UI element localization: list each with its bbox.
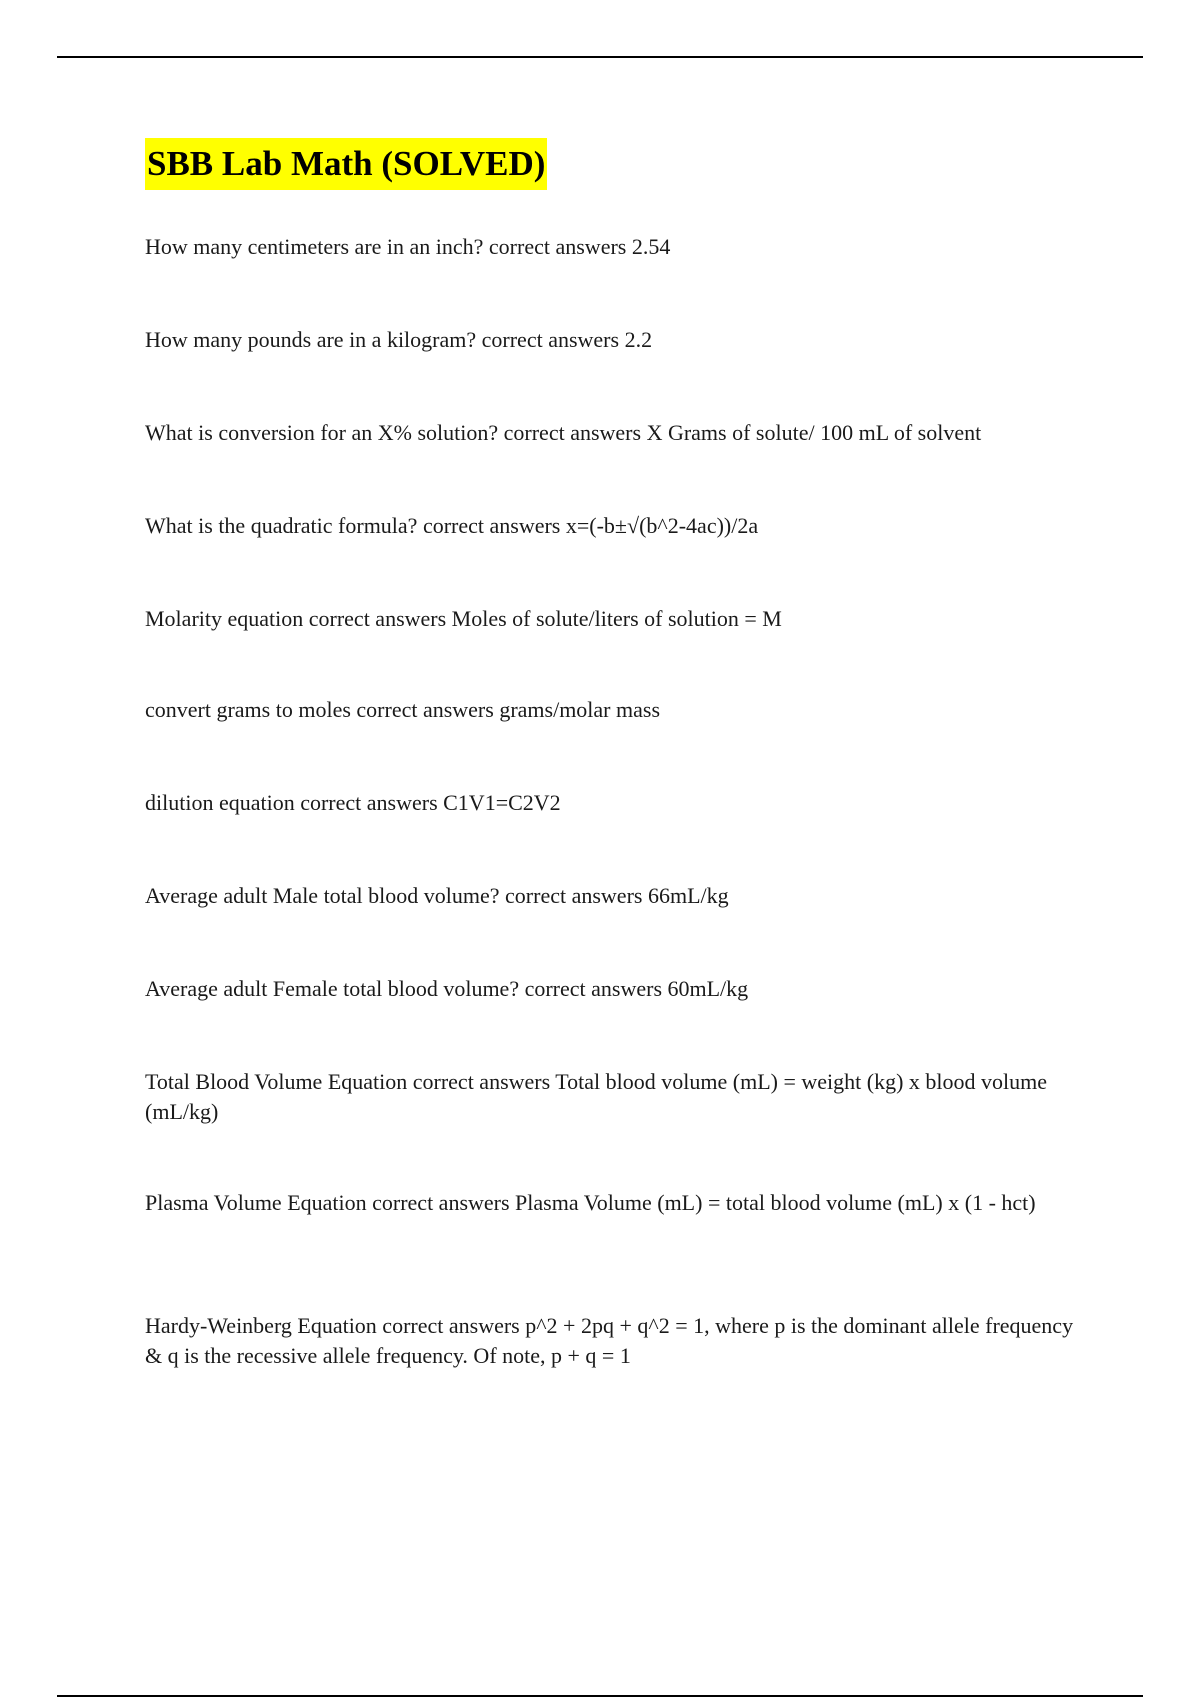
qa-item: Average adult Male total blood volume? correct answers 66mL/kg <box>145 883 729 908</box>
qa-item: Hardy-Weinberg Equation correct answers p^2 + 2pq + q^2 = 1, where p is the dominant allele frequency & q is the recessive allele frequency. Of note, p + q = 1 <box>145 1313 1074 1368</box>
qa-item: What is conversion for an X% solution? correct answers X Grams of solute/ 100 mL of solvent <box>145 420 982 445</box>
top-rule <box>57 56 1143 58</box>
qa-item: Average adult Female total blood volume? correct answers 60mL/kg <box>145 976 749 1001</box>
qa-item: How many centimeters are in an inch? correct answers 2.54 <box>145 234 671 259</box>
qa-item: What is the quadratic formula? correct answers x=(-b±√(b^2-4ac))/2a <box>145 513 759 538</box>
qa-item: Total Blood Volume Equation correct answers Total blood volume (mL) = weight (kg) x blood volume (mL/kg) <box>145 1069 1048 1124</box>
document-title: SBB Lab Math (SOLVED) <box>145 138 547 190</box>
qa-item: convert grams to moles correct answers grams/molar mass <box>145 697 661 722</box>
document-body <box>145 138 1095 1368</box>
qa-item: dilution equation correct answers C1V1=C2V2 <box>145 790 561 815</box>
bottom-rule <box>57 1695 1143 1697</box>
qa-item: Plasma Volume Equation correct answers Plasma Volume (mL) = total blood volume (mL) x (1 - hct) <box>145 1190 1036 1215</box>
qa-item: Molarity equation correct answers Moles of solute/liters of solution = M <box>145 606 782 631</box>
qa-item: How many pounds are in a kilogram? correct answers 2.2 <box>145 327 653 352</box>
